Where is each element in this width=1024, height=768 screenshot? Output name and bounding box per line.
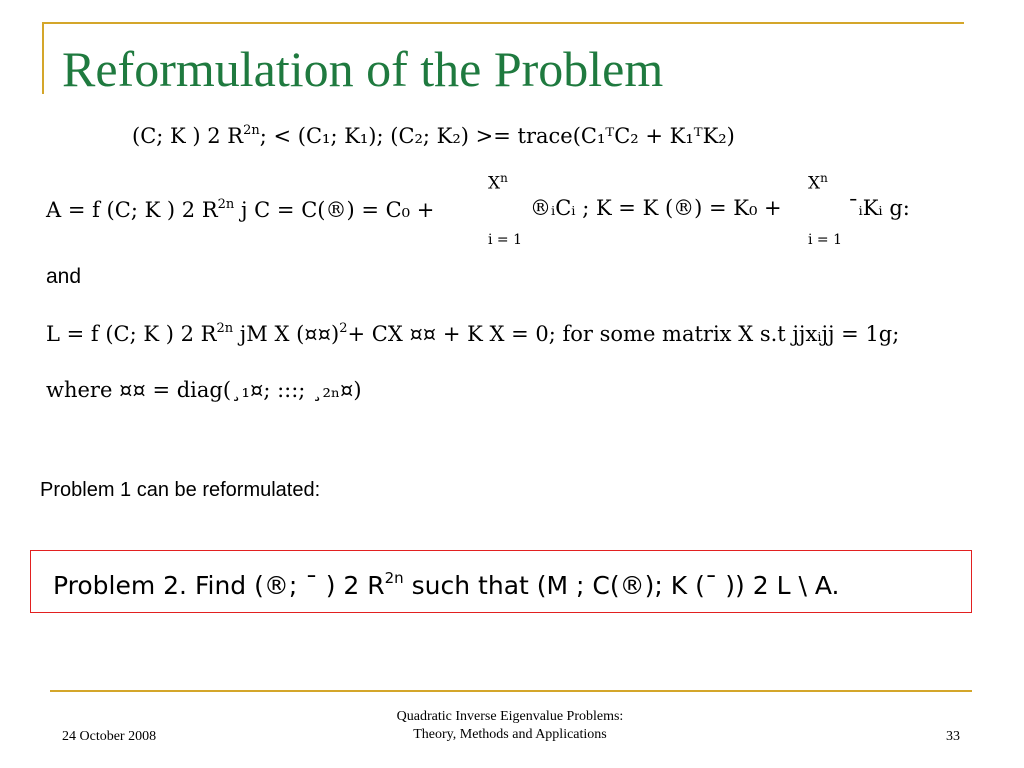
- footer-date: 24 October 2008: [62, 729, 157, 744]
- inner-product-line: [132, 124, 735, 147]
- problem-2-exp: 2n: [384, 569, 404, 587]
- page-number: 33: [946, 729, 960, 744]
- problem-2-part1: Problem 2. Find (®; ¯ ) 2 R: [53, 571, 385, 600]
- footer-divider: [50, 690, 972, 692]
- set-a-part2: j C = C(®) = C₀ +: [234, 198, 435, 222]
- and-word: and: [46, 265, 82, 288]
- inner-product-exp: 2n: [243, 123, 260, 138]
- footer-center-line2: Theory, Methods and Applications: [413, 727, 607, 743]
- set-a-exp: 2n: [217, 197, 235, 212]
- set-l-exp: 2n: [216, 321, 234, 336]
- footer-center: [360, 708, 660, 744]
- where-line: where ¤¤ = diag(¸₁¤; :::; ¸₂ₙ¤): [46, 378, 362, 402]
- set-l-part1: L = f (C; K ) 2 R: [46, 322, 217, 346]
- set-l-line: [46, 322, 899, 345]
- sum-symbol-1: $X^n$: [488, 171, 508, 194]
- footer-center-line1: Quadratic Inverse Eigenvalue Problems:: [396, 709, 624, 724]
- set-l-exp2: 2: [339, 321, 348, 336]
- sum-symbol-2: $X^n$: [808, 171, 828, 194]
- sum-bottom-2: i = 1: [808, 232, 843, 248]
- reformulated-text: Problem 1 can be reformulated:: [40, 479, 321, 501]
- set-a-part3: ®ᵢCᵢ ; K = K (®) = K₀ +: [530, 196, 782, 220]
- set-a-part1: A = f (C; K ) 2 R: [46, 198, 218, 222]
- problem-2-statement: [53, 569, 839, 600]
- set-l-part2: jM X (¤¤): [233, 322, 340, 346]
- inner-product-rest: ; < (C₁; K₁); (C₂; K₂) >= trace(C₁ᵀC₂ + K₁ᵀK₂): [259, 124, 735, 148]
- problem-2-part2: such that (M ; C(®); K (¯ )) 2 L \ A.: [403, 571, 840, 600]
- inner-product-lhs: (C; K ) 2 R: [132, 124, 244, 148]
- set-l-part3: + CX ¤¤ + K X = 0; for some matrix X s.t jjxᵢjj = 1g;: [347, 322, 900, 346]
- problem-2-box: [30, 550, 972, 613]
- title-border-top: [42, 22, 964, 24]
- title-border-left: [42, 22, 44, 94]
- sum-bottom-1: i = 1: [488, 232, 523, 248]
- slide-title: Reformulation of the Problem: [62, 41, 664, 97]
- set-a-line: [46, 198, 434, 221]
- set-a-part4: ¯ᵢKᵢ g:: [848, 196, 910, 220]
